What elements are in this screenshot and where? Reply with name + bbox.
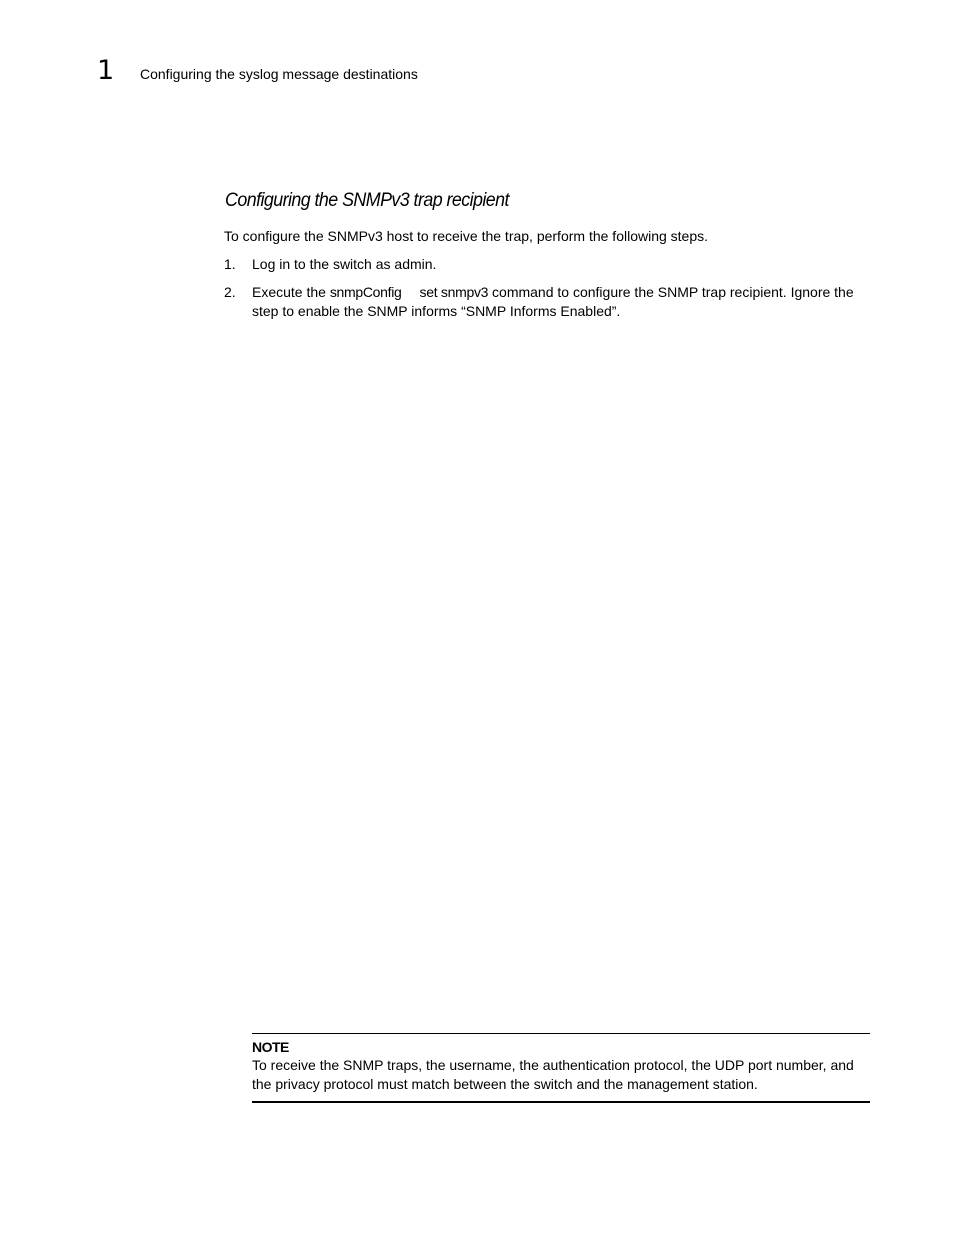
step-text-prefix: Execute the: [252, 284, 330, 300]
section-title: Configuring the SNMPv3 trap recipient: [225, 190, 509, 211]
note-text: To receive the SNMP traps, the username, the authentication protocol, the UDP port number, and the privacy protocol must match between the switch and the management station.: [252, 1057, 854, 1092]
step-text: [252, 283, 872, 321]
running-header: Configuring the syslog message destinations: [140, 66, 418, 82]
step-number: 2.: [224, 284, 236, 300]
note-box: [252, 1033, 870, 1103]
command-option: set snmpv3: [419, 284, 489, 300]
step-number: 1.: [224, 256, 236, 272]
command-name: snmpConfig: [329, 284, 402, 300]
section-intro: To configure the SNMPv3 host to receive the trap, perform the following steps.: [224, 228, 709, 244]
note-label: NOTE: [252, 1039, 289, 1055]
step-text-suffix: command to configure the SNMP trap recipient. Ignore the step to enable the SNMP informs “SNMP Informs Enabled”.: [252, 284, 854, 319]
step-text: Log in to the switch as admin.: [252, 256, 437, 272]
chapter-number: 1: [97, 55, 115, 86]
